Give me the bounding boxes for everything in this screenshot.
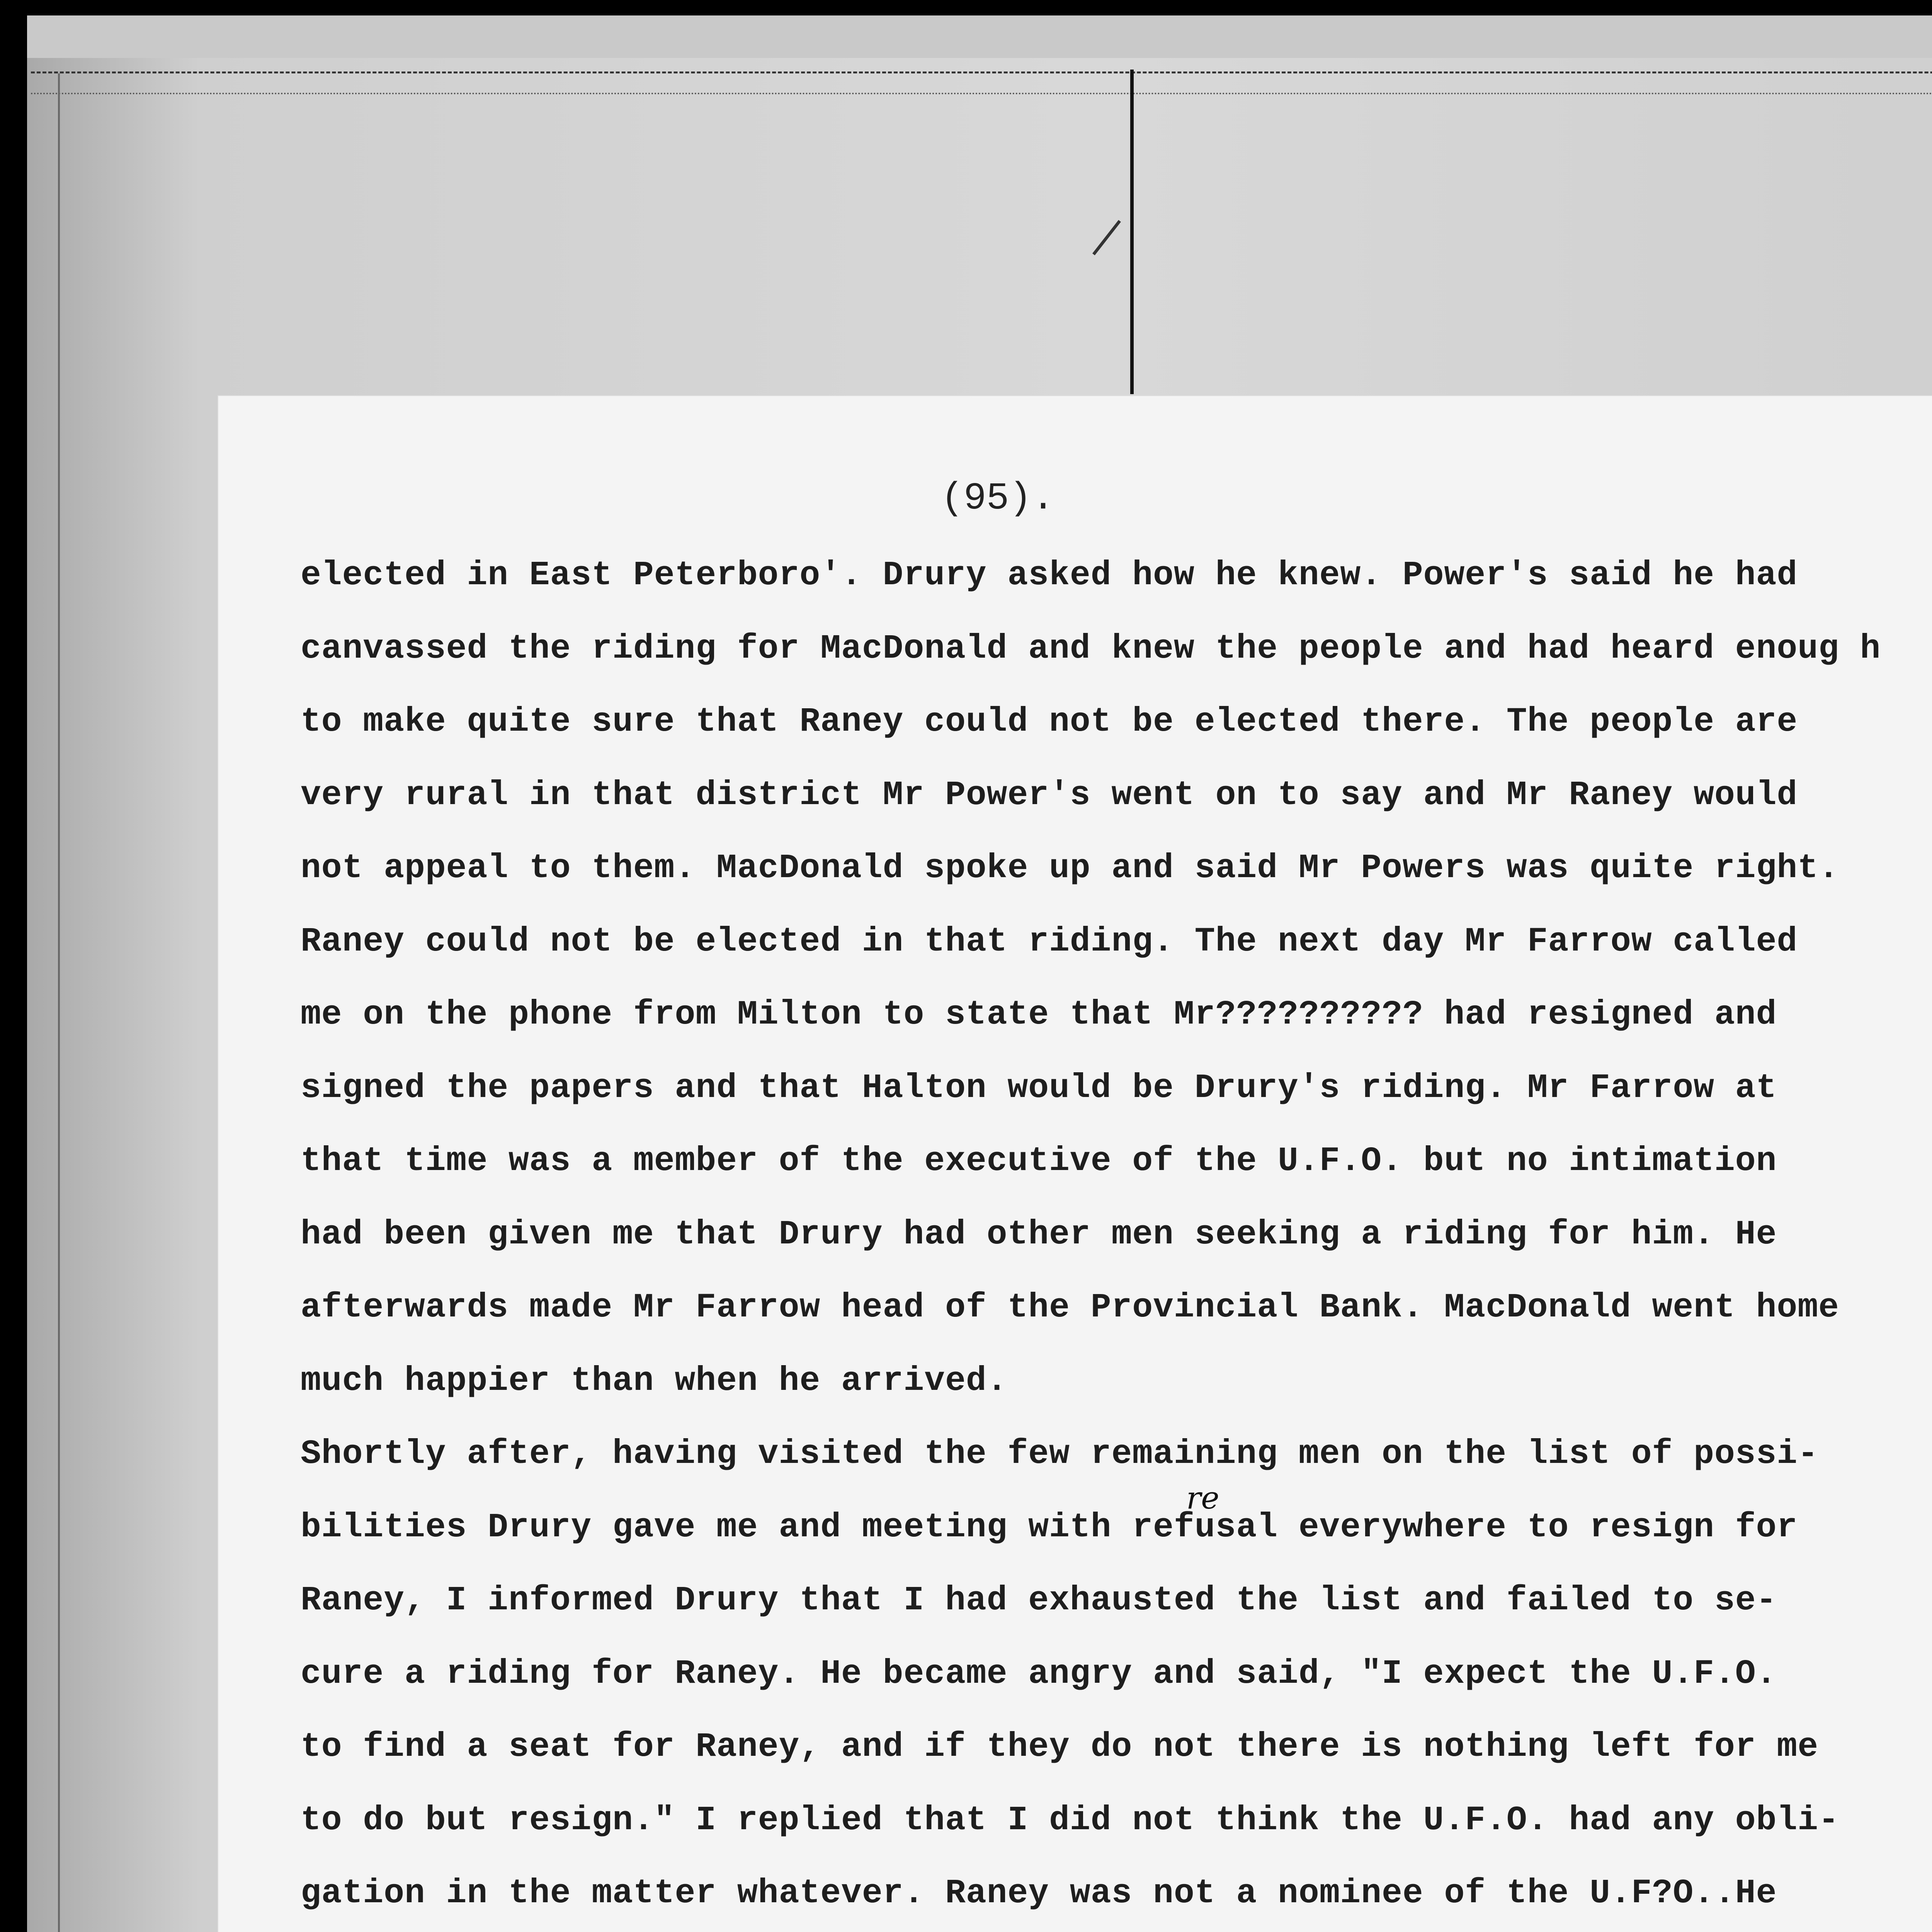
page-number: (95). [941, 477, 1055, 520]
text-line: very rural in that district Mr Power's went on to say and Mr Raney would [301, 776, 1798, 815]
text-line: Raney, I informed Drury that I had exhausted the list and failed to se- [301, 1582, 1777, 1620]
left-fold-line [58, 73, 60, 1932]
text-line: not appeal to them. MacDonald spoke up and said Mr Powers was quite right. [301, 849, 1839, 888]
text-line: had been given me that Drury had other men seeking a riding for him. He [301, 1215, 1777, 1254]
body-text [301, 539, 1932, 1932]
text-line: elected in East Peterboro'. Drury asked how he knew. Power's said he had [301, 556, 1798, 595]
text-line: much happier than when he arrived. [301, 1362, 1008, 1400]
text-line: to make quite sure that Raney could not be elected there. The people are [301, 703, 1798, 741]
text-line: signed the papers and that Halton would be Drury's riding. Mr Farrow at [301, 1069, 1777, 1107]
top-fold-line-secondary [31, 93, 1932, 94]
text-line: Shortly after, having visited the few remaining men on the list of possi- [301, 1435, 1819, 1473]
text-line: bilities Drury gave me and meeting with refusal everywhere to resign for [301, 1508, 1798, 1547]
center-divider-line [1130, 70, 1134, 394]
top-fold-line [31, 71, 1932, 73]
text-line: to do but resign." I replied that I did not think the U.F.O. had any obli- [301, 1801, 1839, 1840]
handwritten-correction: re [1186, 1480, 1219, 1516]
text-line: afterwards made Mr Farrow head of the Provincial Bank. MacDonald went home [301, 1289, 1839, 1327]
text-line: gation in the matter whatever. Raney was not a nominee of the U.F?O..He [301, 1874, 1777, 1913]
text-line: Raney could not be elected in that riding. The next day Mr Farrow called [301, 922, 1798, 961]
text-line: to find a seat for Raney, and if they do not there is nothing left for me [301, 1728, 1819, 1766]
text-line [301, 1930, 1932, 1932]
text-line: cure a riding for Raney. He became angry and said, "I expect the U.F.O. [301, 1655, 1777, 1693]
text-line: me on the phone from Milton to state that Mr?????????? had resigned and [301, 996, 1777, 1034]
text-line: that time was a member of the executive of the U.F.O. but no intimation [301, 1142, 1777, 1180]
text-line: canvassed the riding for MacDonald and knew the people and had heard enoug h [301, 629, 1881, 668]
